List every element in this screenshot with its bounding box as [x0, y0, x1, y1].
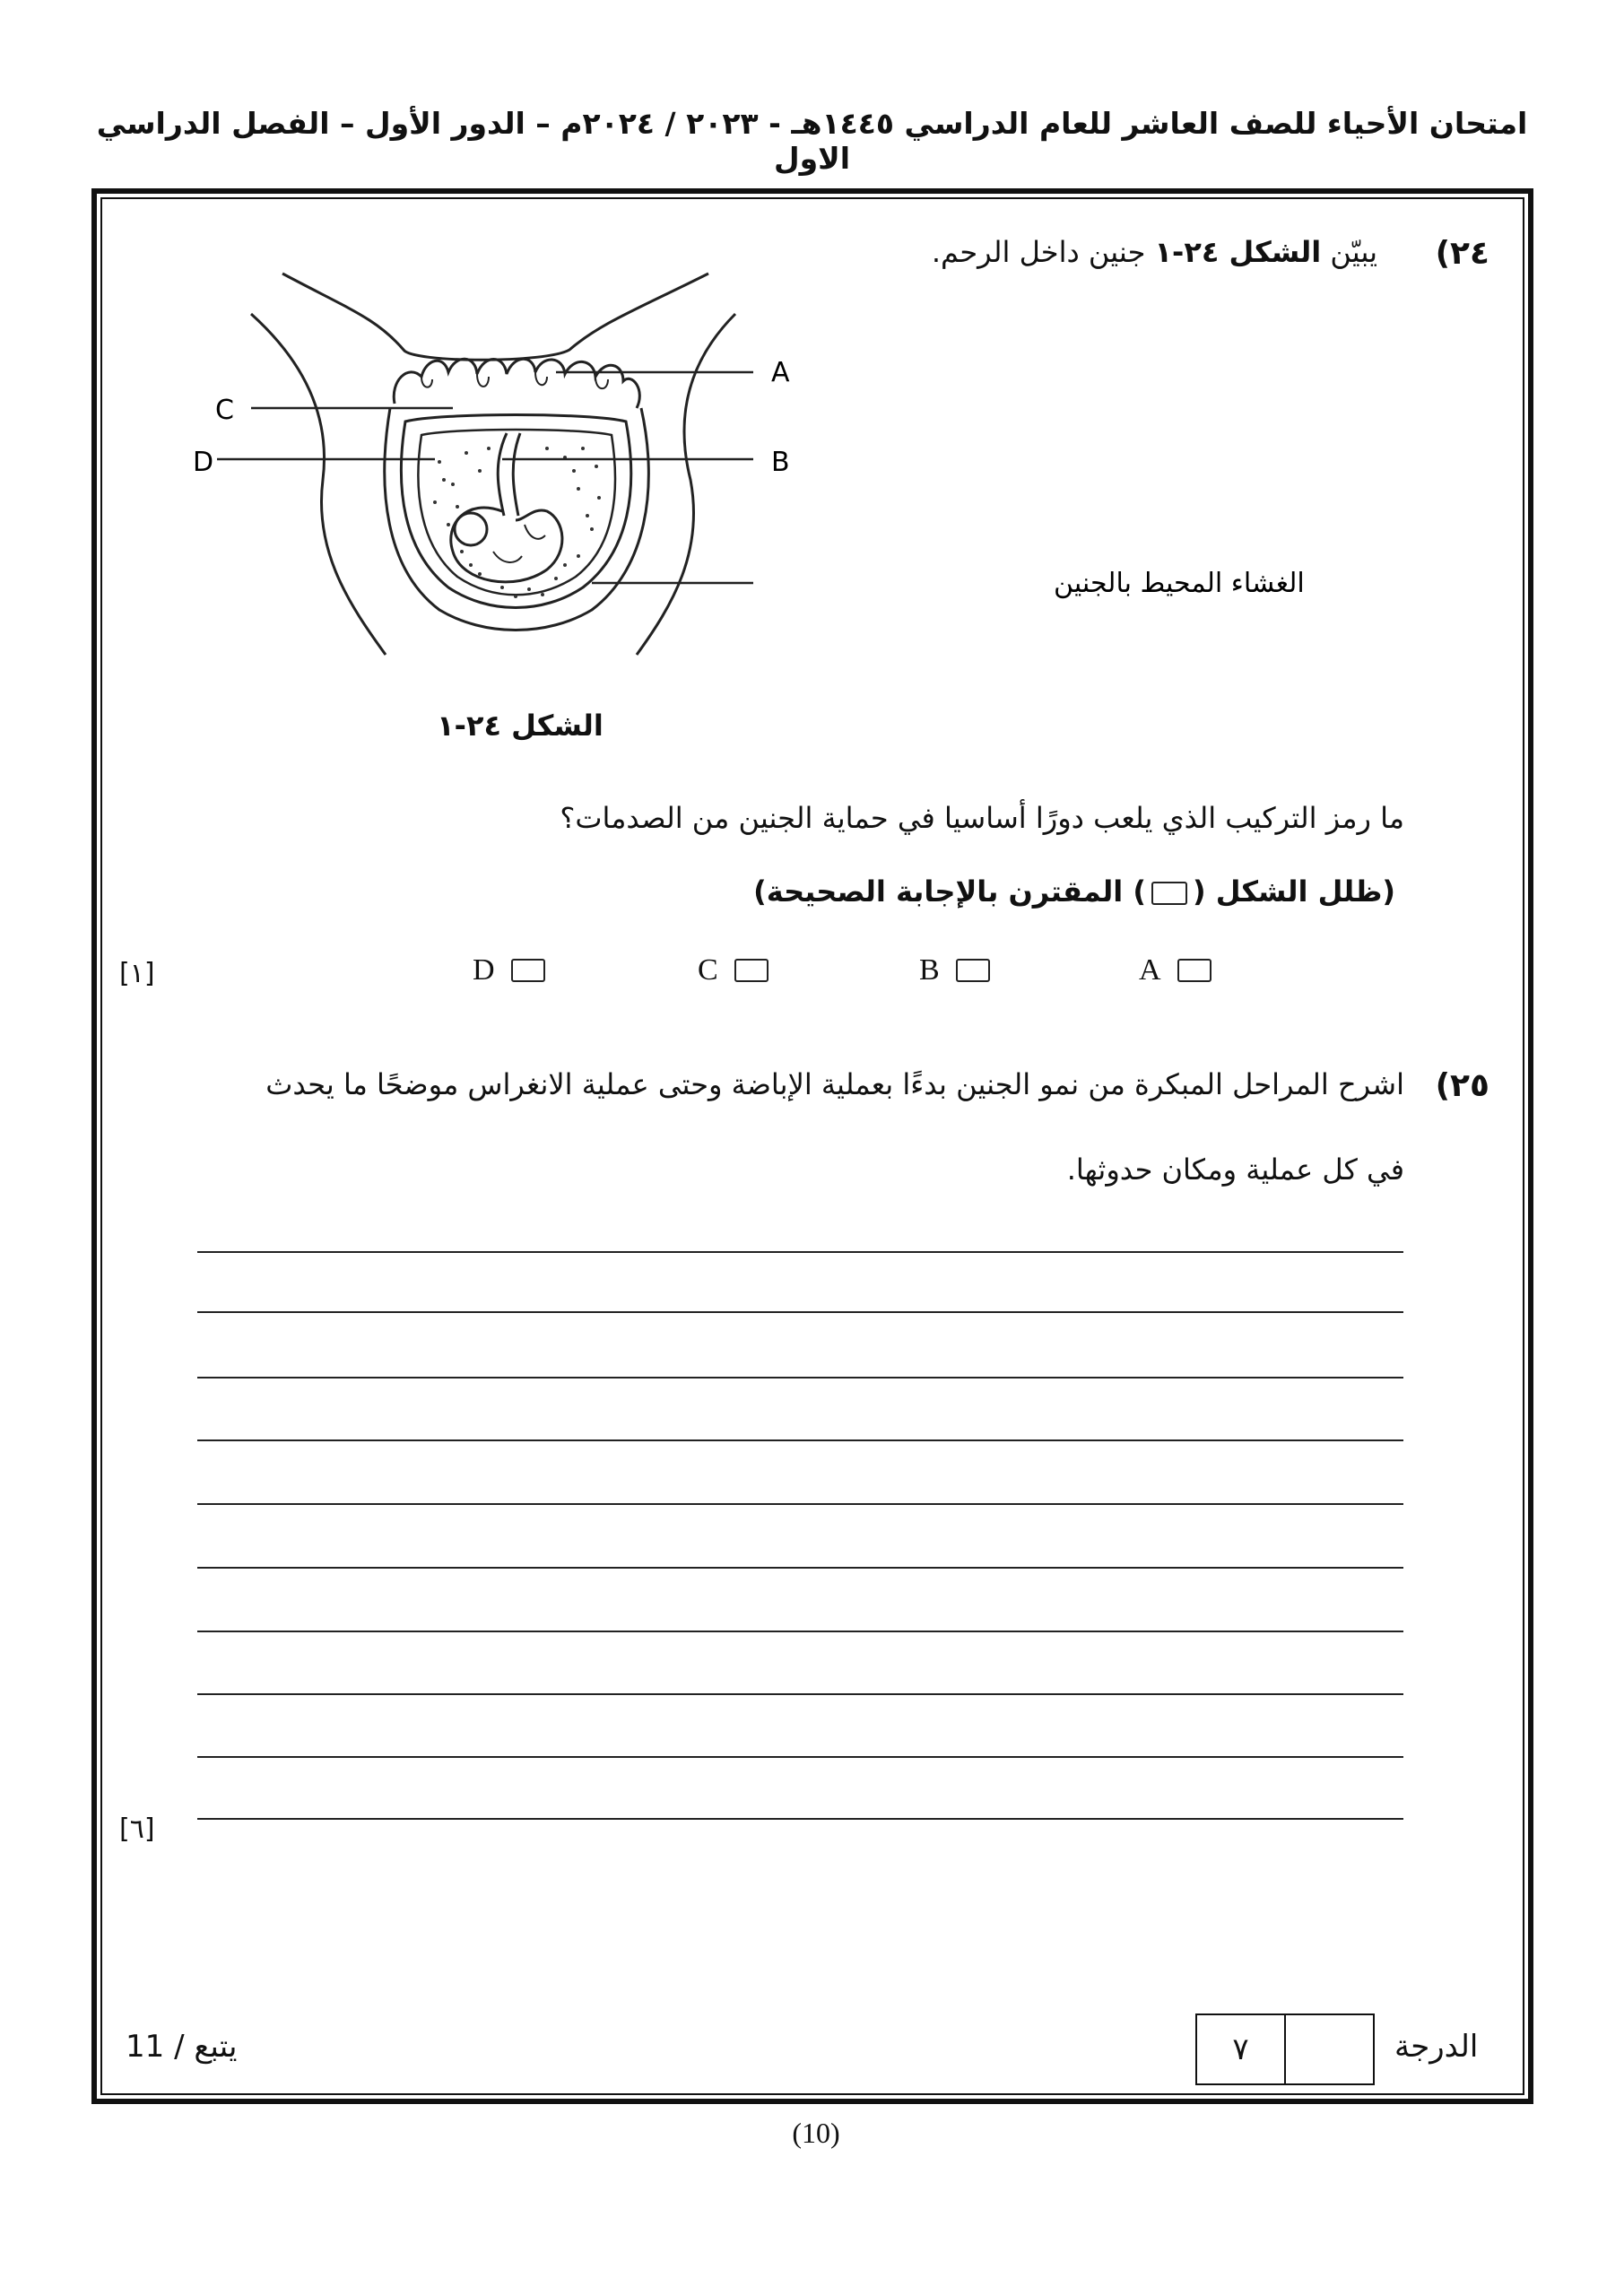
- exam-header: امتحان الأحياء للصف العاشر للعام الدراسي ١٤٤٥هـ - ٢٠٢٣ / ٢٠٢٤م – الدور الأول – الفصل الدراسي الاول: [96, 106, 1528, 176]
- answer-line[interactable]: [197, 1377, 1403, 1378]
- embryo-in-uterus-figure: [170, 256, 1305, 677]
- option-d-checkbox[interactable]: [511, 959, 545, 982]
- option-b[interactable]: [919, 953, 990, 987]
- label-d: D: [193, 447, 214, 478]
- label-a: A: [771, 357, 790, 388]
- question-25-line1: اشرح المراحل المبكرة من نمو الجنين بدءًا بعملية الإباضة وحتى عملية الانغراس موضحًا ما يحدث: [265, 1067, 1404, 1101]
- question-25-marks: [٦]: [119, 1813, 155, 1845]
- membrane-label: الغشاء المحيط بالجنين: [1054, 568, 1305, 599]
- answer-line[interactable]: [197, 1756, 1403, 1758]
- checkbox-icon: [1151, 882, 1187, 905]
- label-c: C: [215, 395, 234, 426]
- option-a[interactable]: [1139, 953, 1211, 987]
- question-24-text: ما رمز التركيب الذي يلعب دورًا أساسيا في حماية الجنين من الصدمات؟: [560, 801, 1404, 835]
- question-24-number: ٢٤): [1435, 235, 1489, 272]
- question-25-line2: في كل عملية ومكان حدوثها.: [1066, 1152, 1404, 1187]
- follow-note: يتبع / 11: [126, 2029, 238, 2065]
- option-c[interactable]: [698, 953, 769, 987]
- figure-caption: الشكل ٢٤-١: [437, 709, 604, 743]
- option-a-label: A: [1139, 953, 1161, 987]
- option-c-checkbox[interactable]: [734, 959, 769, 982]
- intro-suffix: جنين داخل الرحم.: [931, 235, 1146, 269]
- option-d-label: D: [473, 953, 495, 987]
- answer-line[interactable]: [197, 1567, 1403, 1569]
- intro-figure-ref: الشكل ٢٤-١: [1154, 235, 1322, 269]
- question-24-marks: [١]: [119, 958, 155, 989]
- grade-value: ٧: [1232, 2031, 1249, 2067]
- option-d[interactable]: [473, 953, 545, 987]
- answer-line[interactable]: [197, 1251, 1403, 1253]
- option-b-label: B: [919, 953, 940, 987]
- answer-line[interactable]: [197, 1818, 1403, 1820]
- answer-line[interactable]: [197, 1439, 1403, 1441]
- label-b: B: [771, 447, 790, 478]
- option-b-checkbox[interactable]: [956, 959, 990, 982]
- intro-prefix: يبيّن: [1330, 235, 1377, 269]
- option-a-checkbox[interactable]: [1177, 959, 1211, 982]
- answer-line[interactable]: [197, 1503, 1403, 1505]
- question-25-number: ٢٥): [1435, 1067, 1489, 1104]
- option-c-label: C: [698, 953, 718, 987]
- question-24-instruction: [230, 874, 1395, 909]
- answer-line[interactable]: [197, 1311, 1403, 1313]
- grade-label: الدرجة: [1394, 2029, 1479, 2065]
- instruction-prefix: (ظلل الشكل (: [1192, 874, 1395, 909]
- instruction-suffix: ) المقترن بالإجابة الصحيحة): [753, 874, 1146, 909]
- grade-entry[interactable]: [1284, 2015, 1373, 2083]
- grade-box: [1195, 2013, 1375, 2085]
- page-number: (10): [792, 2117, 840, 2149]
- answer-line[interactable]: [197, 1631, 1403, 1632]
- answer-line[interactable]: [197, 1693, 1403, 1695]
